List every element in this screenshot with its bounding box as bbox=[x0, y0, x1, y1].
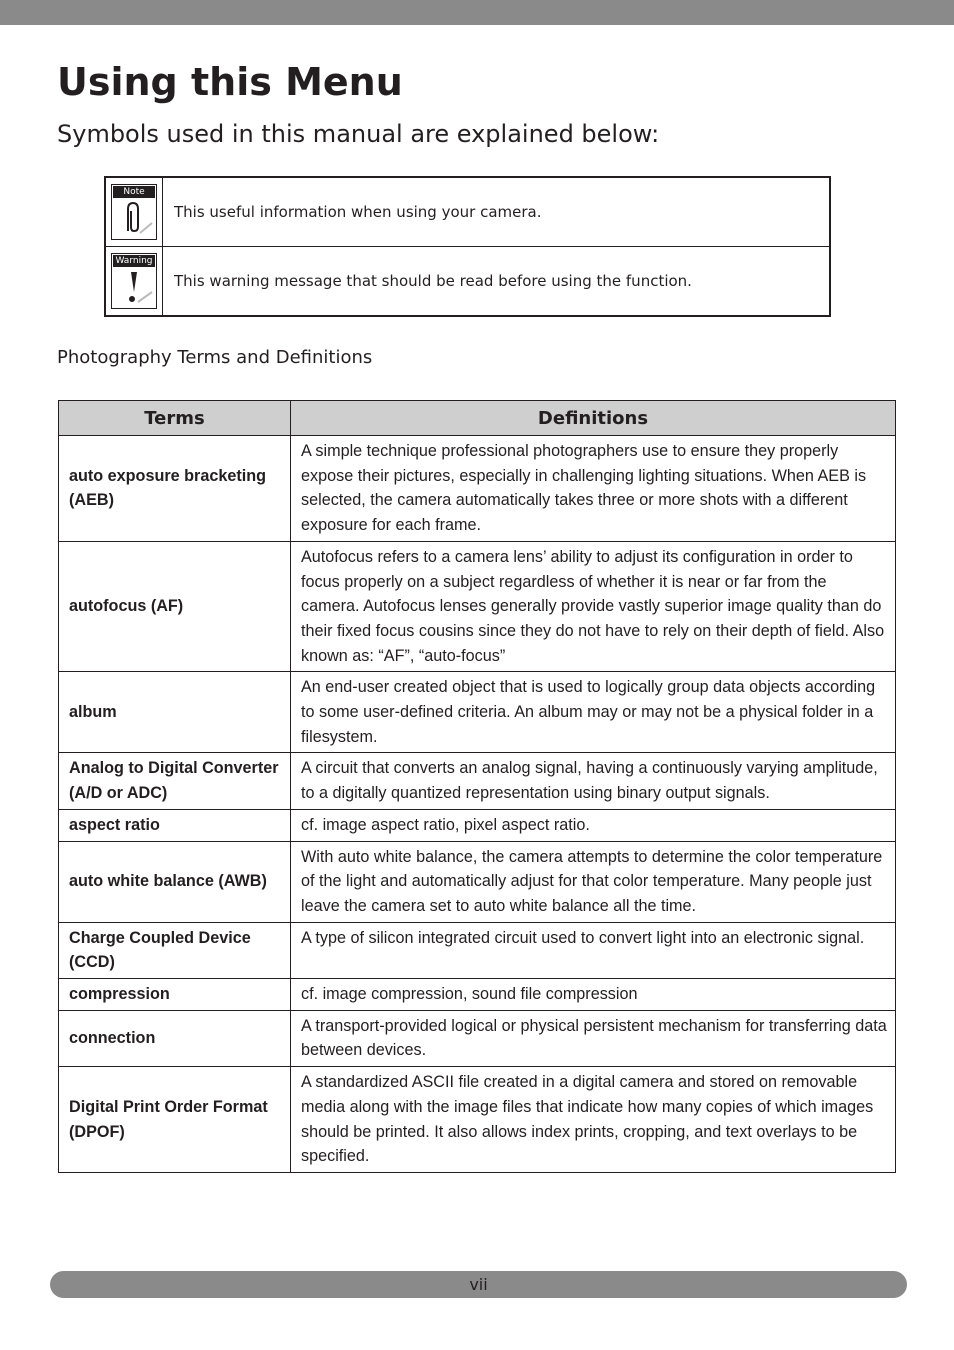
definition-cell: An end-user created object that is used to logically group data objects according to some user-defined criteria. An album may or may not be a physical folder in a filesystem. bbox=[291, 672, 896, 753]
term-cell: auto white balance (AWB) bbox=[59, 841, 291, 922]
table-row bbox=[59, 979, 896, 1011]
exclamation-icon bbox=[114, 268, 154, 306]
table-row bbox=[59, 1067, 896, 1173]
term-cell: autofocus (AF) bbox=[59, 541, 291, 672]
column-header-terms: Terms bbox=[59, 401, 291, 436]
page-number: vii bbox=[469, 1275, 488, 1294]
warning-label: Warning bbox=[113, 255, 155, 267]
table-row bbox=[59, 922, 896, 978]
table-row bbox=[59, 672, 896, 753]
definition-cell: cf. image compression, sound file compression bbox=[291, 979, 896, 1011]
paperclip-icon bbox=[114, 199, 154, 237]
page-title: Using this Menu bbox=[57, 60, 403, 104]
term-cell: Digital Print Order Format (DPOF) bbox=[59, 1067, 291, 1173]
warning-description: This warning message that should be read before using the function. bbox=[163, 247, 831, 317]
definition-cell: A type of silicon integrated circuit used to convert light into an electronic signal. bbox=[291, 922, 896, 978]
definition-cell: With auto white balance, the camera attempts to determine the color temperature of the light and automatically adjust for that color temperature. Many people just leave the camera set to auto white balance all the time. bbox=[291, 841, 896, 922]
definition-cell: A simple technique professional photographers use to ensure they properly expose their pictures, especially in challenging lighting situations. When AEB is selected, the camera automatically takes three or more shots with a different exposure for each frame. bbox=[291, 436, 896, 542]
warning-symbol bbox=[111, 253, 157, 309]
note-description: This useful information when using your camera. bbox=[163, 177, 831, 247]
symbols-table bbox=[104, 176, 831, 317]
term-cell: compression bbox=[59, 979, 291, 1011]
definition-cell: A standardized ASCII file created in a digital camera and stored on removable media along with the image files that indicate how many copies of which images should be printed. It also allows index prints, cropping, and text overlays to be specified. bbox=[291, 1067, 896, 1173]
table-row bbox=[59, 753, 896, 809]
table-row bbox=[59, 809, 896, 841]
term-cell: album bbox=[59, 672, 291, 753]
note-label: Note bbox=[113, 186, 155, 198]
definition-cell: A circuit that converts an analog signal, having a continuously varying amplitude, to a digitally quantized representation using binary output signals. bbox=[291, 753, 896, 809]
top-bar bbox=[0, 0, 954, 25]
column-header-definitions: Definitions bbox=[291, 401, 896, 436]
footer-bar bbox=[50, 1271, 907, 1298]
glossary-header-row bbox=[59, 401, 896, 436]
symbol-row-note bbox=[105, 177, 830, 247]
definition-cell: A transport-provided logical or physical persistent mechanism for transferring data between devices. bbox=[291, 1010, 896, 1066]
glossary-table bbox=[58, 400, 896, 1173]
term-cell: auto exposure bracketing (AEB) bbox=[59, 436, 291, 542]
table-row bbox=[59, 541, 896, 672]
page-subtitle: Symbols used in this manual are explained below: bbox=[57, 120, 660, 148]
term-cell: connection bbox=[59, 1010, 291, 1066]
table-row bbox=[59, 841, 896, 922]
table-row bbox=[59, 1010, 896, 1066]
definition-cell: cf. image aspect ratio, pixel aspect ratio. bbox=[291, 809, 896, 841]
term-cell: Analog to Digital Converter (A/D or ADC) bbox=[59, 753, 291, 809]
symbol-row-warning bbox=[105, 247, 830, 317]
definition-cell: Autofocus refers to a camera lens’ ability to adjust its configuration in order to focus properly on a subject regardless of whether it is near or far from the camera. Autofocus lenses generally provide vastly superior image quality than do their fixed focus cousins since they do not have to rely on their depth of field. Also known as: “AF”, “auto-focus” bbox=[291, 541, 896, 672]
term-cell: aspect ratio bbox=[59, 809, 291, 841]
glossary-heading: Photography Terms and Definitions bbox=[57, 347, 373, 368]
term-cell: Charge Coupled Device (CCD) bbox=[59, 922, 291, 978]
table-row bbox=[59, 436, 896, 542]
note-symbol bbox=[111, 184, 157, 240]
